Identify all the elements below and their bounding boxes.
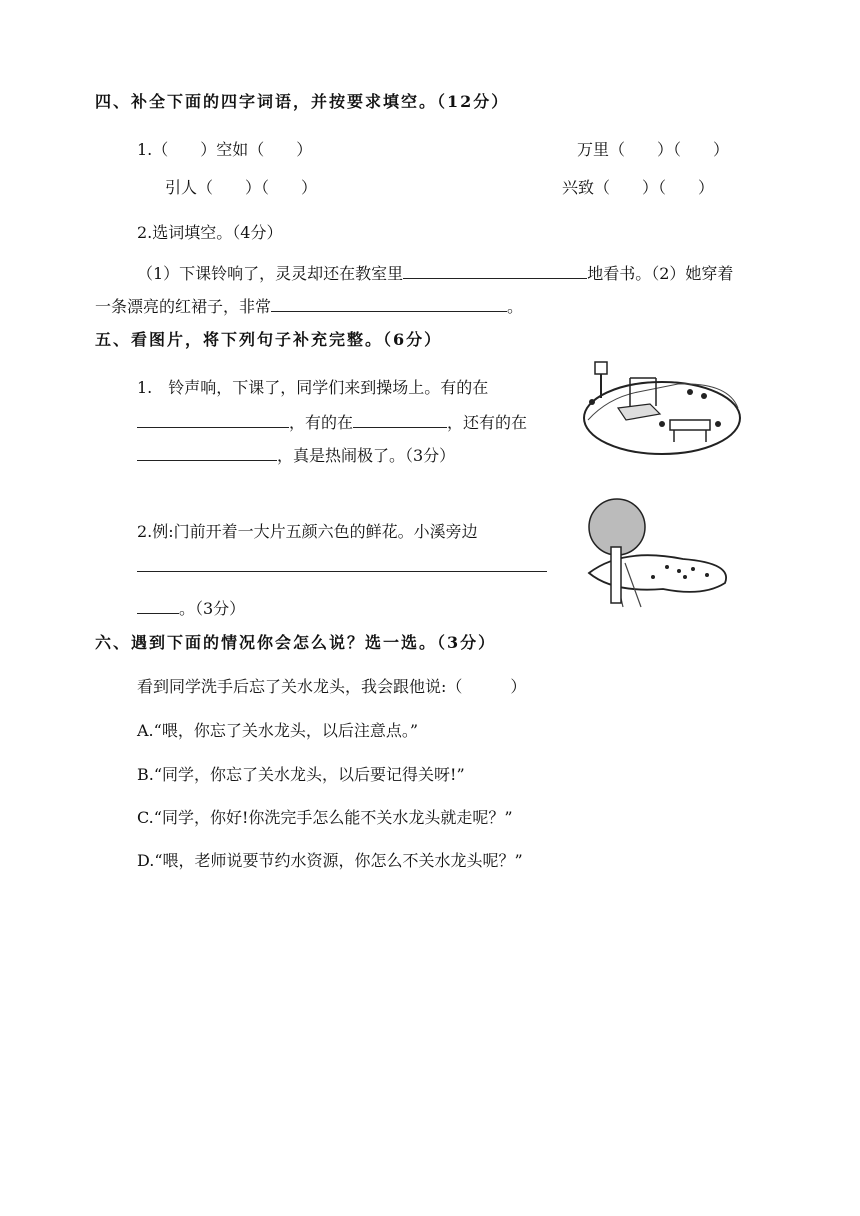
s5-q2-line3-suffix: 。（3分）: [179, 599, 246, 618]
s5-q1-mid1: ，有的在: [289, 413, 354, 432]
section-4-heading: 四、补全下面的四字词语，并按要求填空。（12分）: [95, 92, 510, 111]
q2-part2-prefix: 一条漂亮的红裙子，非常: [95, 297, 272, 316]
q1-row1-left: 1.（ ）空如（ ）: [137, 140, 313, 159]
option-b[interactable]: B.“同学，你忘了关水龙头，以后要记得关呀!”: [137, 765, 465, 784]
section-6-heading: 六、遇到下面的情况你会怎么说？选一选。（3分）: [95, 633, 497, 652]
blank-4[interactable]: [353, 412, 447, 428]
blank-6[interactable]: [137, 556, 547, 572]
q2-part2-suffix: 。: [507, 297, 524, 316]
tree-stream-illustration: [583, 497, 733, 609]
s5-q1-mid2: ，还有的在: [447, 413, 528, 432]
s5-q2-line2: [137, 556, 547, 577]
q1-row2-right: 兴致（ ）（ ）: [562, 178, 715, 197]
section-5-heading: 五、看图片，将下列句子补充完整。（6分）: [95, 330, 443, 349]
s5-q2-line1: 2.例:门前开着一大片五颜六色的鲜花。小溪旁边: [137, 522, 478, 541]
option-a[interactable]: A.“喂，你忘了关水龙头，以后注意点。”: [137, 721, 419, 740]
s5-q1-line3: [137, 445, 455, 466]
s5-q1-line1: 1. 铃声响，下课了，同学们来到操场上。有的在: [137, 378, 489, 397]
blank-2[interactable]: [271, 296, 507, 312]
blank-7[interactable]: [137, 598, 179, 614]
s5-q1-line2: [137, 412, 527, 433]
s5-q1-line3-suffix: ，真是热闹极了。（3分）: [277, 446, 456, 465]
s5-q2-line3: [137, 598, 245, 619]
q1-row2-left: 引人（ ）（ ）: [165, 178, 318, 197]
blank-5[interactable]: [137, 445, 277, 461]
blank-3[interactable]: [137, 412, 289, 428]
option-d[interactable]: D.“喂，老师说要节约水资源，你怎么不关水龙头呢？”: [137, 851, 523, 870]
q2-part2: [95, 296, 523, 317]
option-c[interactable]: C.“同学，你好!你洗完手怎么能不关水龙头就走呢？”: [137, 808, 513, 827]
q2-part1-prefix: （1）下课铃响了，灵灵却还在教室里: [137, 264, 404, 283]
q2-part1: [137, 263, 733, 284]
playground-illustration: [578, 358, 742, 460]
q2-title: 2.选词填空。（4分）: [137, 223, 283, 242]
q1-row1-right: 万里（ ）（ ）: [577, 140, 730, 159]
blank-1[interactable]: [403, 263, 587, 279]
q2-part1-suffix: 地看书。（2）她穿着: [587, 264, 734, 283]
s6-question: 看到同学洗手后忘了关水龙头，我会跟他说:（ ）: [137, 677, 527, 696]
